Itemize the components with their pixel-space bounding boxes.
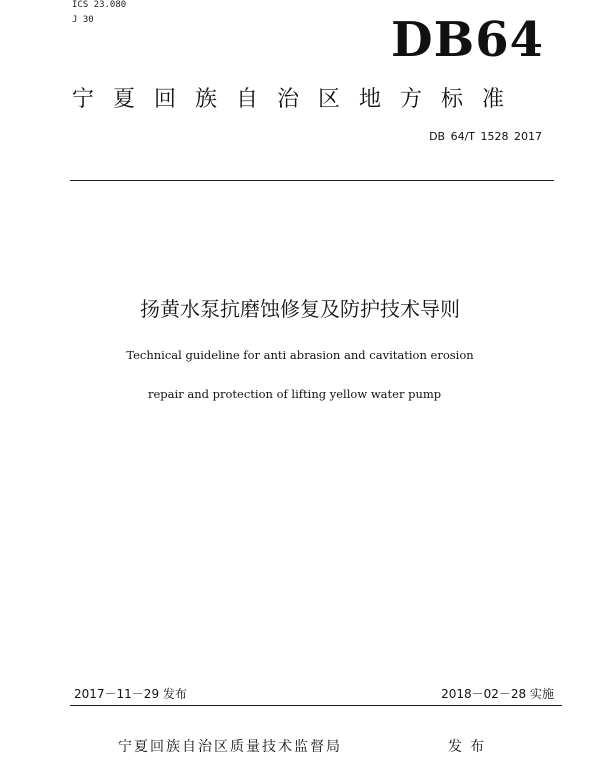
ccs-code: J 30 — [72, 15, 94, 25]
header-divider — [70, 180, 554, 181]
issue-date: 2017－11－29 发布 — [74, 687, 187, 701]
document-title-english-line1: Technical guideline for anti abrasion and cavitation erosion — [126, 348, 474, 362]
issue-label: 发布 — [448, 739, 492, 755]
footer-divider — [70, 705, 562, 706]
document-title-chinese: 扬黄水泵抗磨蚀修复及防护技术导则 — [140, 297, 460, 321]
issuing-authority: 宁夏回族自治区质量技术监督局 — [118, 739, 342, 755]
implementation-date: 2018－02－28 实施 — [441, 687, 554, 701]
standard-type: 宁夏回族自治区地方标准 — [72, 87, 524, 112]
ics-code: ICS 23.080 — [72, 0, 127, 10]
document-title-english-line2: repair and protection of lifting yellow water pump — [148, 387, 442, 401]
db-logo: DB64 — [391, 12, 544, 68]
standard-number: DB 64/T 1528 2017 — [429, 130, 542, 143]
